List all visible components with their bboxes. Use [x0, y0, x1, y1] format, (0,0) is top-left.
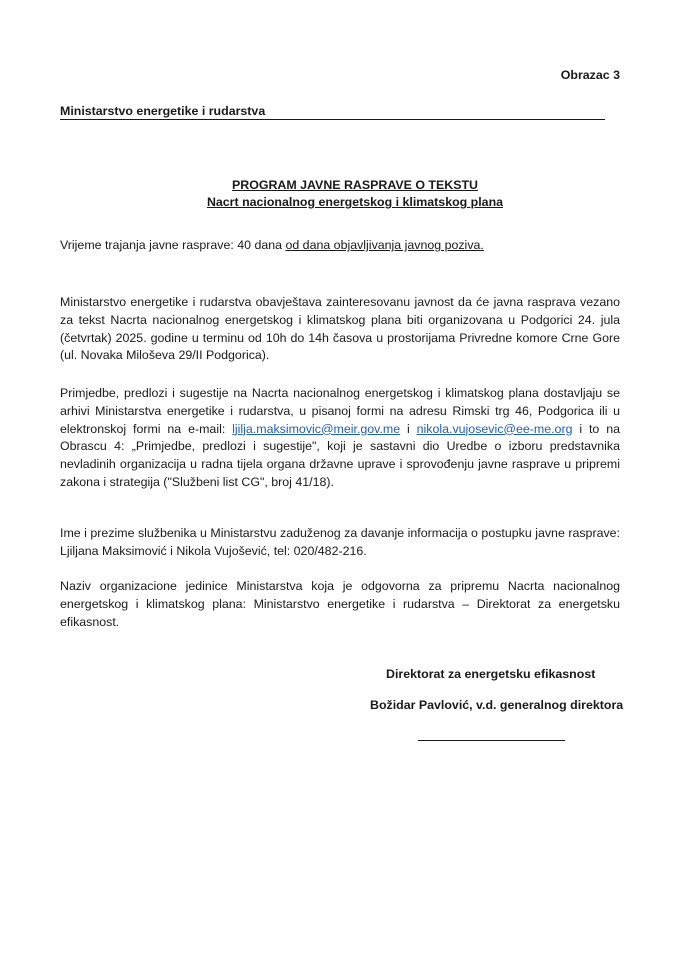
duration-line	[60, 237, 620, 255]
signature-line	[418, 740, 565, 741]
signature-name: Božidar Pavlović, v.d. generalnog direktora	[370, 698, 624, 712]
form-label: Obrazac 3	[560, 68, 620, 82]
conjunction: i	[400, 421, 417, 436]
submissions-text: Primjedbe, predlozi i sugestije na Nacrta nacionalnog energetskog i klimatskog plana dostavljaju se arhivi Ministarstva energetike i rudarstva, u pisanoj formi na adresu Rimski trg 46, Podgorica ili u elektronskoj formi na e-mail:	[60, 386, 620, 436]
email-link-2[interactable]: nikola.vujosevic@ee-me.org	[416, 421, 573, 436]
duration-text: Vrijeme trajanja javne rasprave: 40 dana	[60, 238, 286, 252]
ministry-header	[60, 104, 605, 120]
paragraph-hearing: Ministarstvo energetike i rudarstva obavještava zainteresovanu javnost da će javna rasprava vezano za tekst Nacrta nacionalnog energetskog i klimatskog plana biti organizovana u Podgorici 24. jula (četvrtak) 2025. godine u terminu od 10h do 14h časova u prostorijama Privredne komore Crne Gore (ul. Novaka Miloševa 29/II Podgorica).	[60, 295, 620, 363]
paragraph-unit: Naziv organizacione jedinice Ministarstva koja je odgovorna za pripremu Nacrta nacionalnog energetskog i klimatskog plana: Ministarstvo energetike i rudarstva – Direktorat za energetsku efikasnost.	[60, 579, 620, 629]
document-title	[60, 177, 650, 211]
submissions-text-2: i to na Obrascu 4: „Primjedbe, predlozi i sugestije", koji je sastavni dio Uredbe o izboru predstavnika nevladinih organizacija u radna tijela organa državne uprave i sprovođenju javne rasprave u pripremi zakona i strategija ("Službeni list CG", broj 41/18).	[60, 421, 620, 489]
title-line-1: PROGRAM JAVNE RASPRAVE O TEKSTU	[231, 178, 478, 192]
paragraph-contact: Ime i prezime službenika u Ministarstvu zaduženog za davanje informacija o postupku javne rasprave: Ljiljana Maksimović i Nikola Vujošević, tel: 020/482-216.	[60, 526, 620, 558]
title-line-2: Nacrt nacionalnog energetskog i klimatskog plana	[206, 195, 504, 209]
paragraph-submissions	[60, 385, 620, 492]
duration-underlined: od dana objavljivanja javnog poziva.	[285, 238, 484, 252]
signature-unit: Direktorat za energetsku efikasnost	[386, 667, 596, 681]
ministry-name: Ministarstvo energetike i rudarstva	[60, 104, 266, 118]
email-link-1[interactable]: ljilja.maksimovic@meir.gov.me	[232, 421, 401, 436]
